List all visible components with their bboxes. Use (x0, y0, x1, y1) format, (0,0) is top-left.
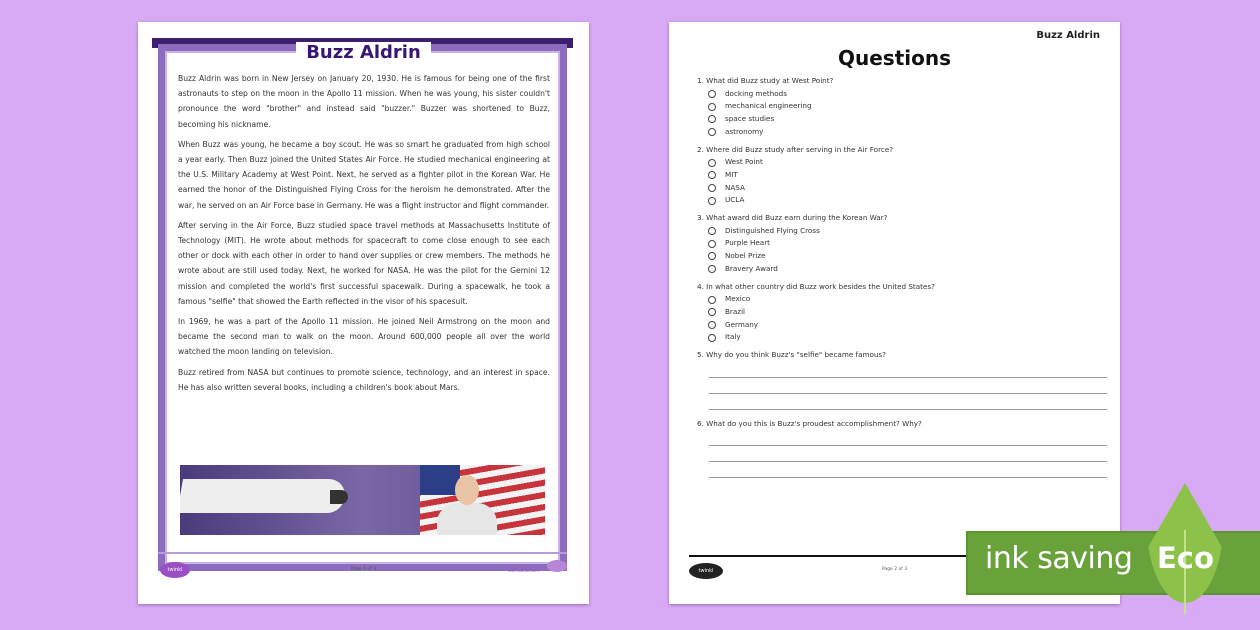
shuttle-nose (330, 490, 348, 504)
radio-circle-icon[interactable] (708, 227, 716, 235)
radio-circle-icon[interactable] (708, 171, 716, 179)
space-illustration (180, 465, 545, 535)
title-text: Buzz Aldrin (296, 42, 431, 63)
option-label: Germany (725, 319, 759, 329)
space-shuttle-image (180, 479, 348, 513)
answer-line[interactable] (709, 378, 1107, 394)
option-label: space studies (725, 114, 775, 124)
radio-circle-icon[interactable] (708, 197, 716, 205)
radio-circle-icon[interactable] (708, 184, 716, 192)
answer-option[interactable] (697, 237, 1107, 250)
answer-line[interactable] (709, 446, 1107, 462)
answer-line[interactable] (709, 362, 1107, 378)
answer-option[interactable] (697, 331, 1107, 344)
answer-option[interactable] (697, 225, 1107, 238)
answer-option[interactable] (697, 169, 1107, 182)
open-question (697, 349, 1107, 410)
option-label: West Point (725, 157, 763, 167)
paragraph: Buzz retired from NASA but continues to promote science, technology, and an interest in space. He has also written several books, including a children's book about Mars. (178, 367, 550, 392)
radio-circle-icon[interactable] (708, 321, 716, 329)
option-label: mechanical engineering (725, 101, 812, 111)
radio-circle-icon[interactable] (708, 128, 716, 136)
option-label: UCLA (725, 195, 745, 205)
answer-option[interactable] (697, 194, 1107, 207)
ink-saving-label: ink saving (985, 541, 1133, 576)
footer-divider (158, 552, 567, 554)
answer-option[interactable] (697, 100, 1107, 113)
answer-line[interactable] (709, 462, 1107, 478)
answer-option[interactable] (697, 319, 1107, 332)
page-number: Page 2 of 3 (881, 567, 908, 572)
question-list (697, 75, 1107, 486)
radio-circle-icon[interactable] (708, 240, 716, 248)
questions-title: Questions (837, 46, 951, 70)
questions-page (669, 22, 1120, 604)
answer-option[interactable] (697, 88, 1107, 101)
twinkl-logo: twinkl (689, 563, 723, 579)
answer-line[interactable] (709, 430, 1107, 446)
question-text: 1. What did Buzz study at West Point? (697, 76, 834, 85)
question-text: 6. What do you this is Buzz's proudest accomplishment? Why? (697, 418, 922, 428)
radio-circle-icon[interactable] (708, 103, 716, 111)
question-text: 2. Where did Buzz study after serving in the Air Force? (697, 144, 894, 154)
paragraph: When Buzz was young, he became a boy scout. He was so smart he graduated from high school a year early. Then Buzz joined the United States Air Force. He studied mechanical engineering at the U.S. Military Academy at West Point. Next, he served as a fighter pilot in the Korean War. He earned the honor of the Distinguished Flying Cross for the heroism he demonstrated. After the war, he served on an Air Force base in Germany. He was a flight instructor and flight commander. (178, 139, 550, 210)
radio-circle-icon[interactable] (708, 252, 716, 260)
footer-url: visit twinkl.com (507, 568, 539, 573)
paragraph: Buzz Aldrin was born in New Jersey on January 20, 1930. He is famous for being one of the first astronauts to step on the moon in the Apollo 11 mission. When he was young, his sister couldn't pronounce the word "brother" and instead said "buzzer." Buzzer was shortened to Buzz, becoming his nickname. (178, 74, 550, 129)
answer-option[interactable] (697, 113, 1107, 126)
question (697, 144, 1107, 208)
question-text: 3. What award did Buzz earn during the Korean War? (697, 213, 888, 223)
radio-circle-icon[interactable] (708, 115, 716, 123)
astronaut-image (437, 475, 497, 535)
answer-option[interactable] (697, 306, 1107, 319)
option-label: astronomy (725, 126, 764, 136)
paragraph: In 1969, he was a part of the Apollo 11 mission. He joined Neil Armstrong on the moon and became the second man to walk on the moon. Around 600,000 people all over the world watched the moon landing on television. (178, 317, 550, 357)
radio-circle-icon[interactable] (708, 90, 716, 98)
astronaut-suit (437, 503, 497, 535)
answer-option[interactable] (697, 263, 1107, 276)
twinkl-logo: twinkl (160, 562, 190, 578)
answer-option[interactable] (697, 126, 1107, 139)
astronaut-head (455, 475, 479, 505)
option-label: Brazil (725, 306, 746, 316)
reading-page (138, 22, 589, 604)
option-label: Italy (725, 332, 741, 342)
option-label: Purple Heart (725, 238, 770, 248)
corner-logo-icon (547, 560, 567, 572)
radio-circle-icon[interactable] (708, 159, 716, 167)
reading-text (178, 71, 550, 400)
option-label: MIT (725, 169, 738, 179)
option-label: docking methods (725, 88, 787, 98)
page-number: Page 1 of 3 (350, 567, 377, 572)
radio-circle-icon[interactable] (708, 334, 716, 342)
option-label: Distinguished Flying Cross (725, 225, 820, 235)
open-question (697, 418, 1107, 479)
eco-label: Eco (1157, 541, 1214, 575)
question (697, 75, 1107, 139)
question (697, 281, 1107, 345)
option-label: Mexico (725, 294, 751, 304)
page-title (138, 42, 589, 63)
option-label: NASA (725, 182, 745, 192)
answer-option[interactable] (697, 293, 1107, 306)
question-text: 5. Why do you think Buzz's "selfie" became famous? (697, 350, 886, 360)
answer-option[interactable] (697, 156, 1107, 169)
option-label: Bravery Award (725, 263, 778, 273)
option-label: Nobel Prize (725, 251, 766, 261)
answer-line[interactable] (709, 394, 1107, 410)
question (697, 212, 1107, 276)
answer-option[interactable] (697, 182, 1107, 195)
radio-circle-icon[interactable] (708, 265, 716, 273)
footer-divider (689, 555, 989, 557)
answer-option[interactable] (697, 250, 1107, 263)
paragraph: After serving in the Air Force, Buzz studied space travel methods at Massachusetts Institute of Technology (MIT). He wrote about methods for spacecraft to come close enough to see each other or dock with each other in order to hand over supplies or crew members. The methods he wrote about are still used today. Next, he worked for NASA. He was the pilot for the Gemini 12 mission and completed the world's first successful spacewalk. During a spacewalk, he took a famous "selfie" that showed the Earth reflected in the visor of his spacesuit. (178, 220, 550, 306)
question-text: 4. In what other country did Buzz work besides the United States? (697, 281, 935, 291)
header-name: Buzz Aldrin (1036, 30, 1100, 41)
radio-circle-icon[interactable] (708, 296, 716, 304)
radio-circle-icon[interactable] (708, 308, 716, 316)
